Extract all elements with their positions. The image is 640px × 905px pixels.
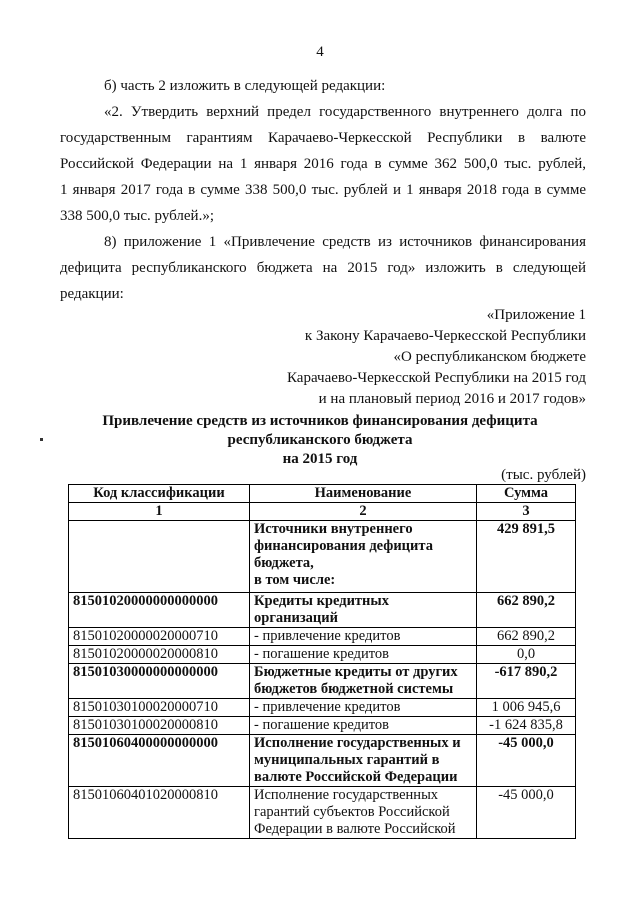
- name-cell: Исполнение государственных гарантий субъектов Российской Федерации в валюте Российской: [250, 787, 477, 839]
- name-cell: Источники внутреннего финансирования дефицита бюджета, в том числе:: [250, 521, 477, 593]
- sum-cell: -45 000,0: [477, 735, 576, 787]
- header-sum: Сумма: [477, 485, 576, 503]
- text-line: 1 января 2017 года в сумме 338 500,0 тыс. рублей и 1 января 2018 года в сумме: [60, 182, 586, 198]
- code-cell: 81501060401020000810: [69, 787, 250, 839]
- code-cell: 81501030100020000710: [69, 699, 250, 717]
- name-cell: Исполнение государственных и муниципальных гарантий в валюте Российской Федерации: [250, 735, 477, 787]
- text-line: редакции:: [60, 286, 124, 302]
- sum-cell: -45 000,0: [477, 787, 576, 839]
- name-cell: - привлечение кредитов: [250, 628, 477, 646]
- sum-cell: 0,0: [477, 646, 576, 664]
- code-cell: 81501030100020000810: [69, 717, 250, 735]
- name-cell: Бюджетные кредиты от других бюджетов бюджетной системы: [250, 664, 477, 699]
- title-line: Привлечение средств из источников финансирования дефицита: [102, 413, 538, 429]
- table-row: [69, 735, 576, 787]
- name-cell: - погашение кредитов: [250, 646, 477, 664]
- code-cell: 81501020000000000000: [69, 593, 250, 628]
- table-row: [69, 521, 576, 593]
- sum-cell: 662 890,2: [477, 628, 576, 646]
- table-header-row: [69, 485, 576, 503]
- col-number: 1: [69, 503, 250, 521]
- name-cell: - привлечение кредитов: [250, 699, 477, 717]
- appendix-line: «Приложение 1: [486, 307, 586, 323]
- code-cell: 81501060400000000000: [69, 735, 250, 787]
- appendix-line: Карачаево-Черкесской Республики на 2015 год: [287, 370, 586, 386]
- sum-cell: 1 006 945,6: [477, 699, 576, 717]
- appendix-line: к Закону Карачаево-Черкесской Республики: [304, 328, 586, 344]
- paragraph-part2-intro: б) часть 2 изложить в следующей редакции:: [104, 78, 386, 94]
- table-row: [69, 628, 576, 646]
- text-line: «2. Утвердить верхний предел государственного внутреннего долга по: [104, 104, 586, 120]
- sum-cell: -617 890,2: [477, 664, 576, 699]
- sum-cell: -1 624 835,8: [477, 717, 576, 735]
- header-code: Код классификации: [69, 485, 250, 503]
- text-line: дефицита республиканского бюджета на 2015 год» изложить в следующей: [60, 260, 586, 276]
- col-number: 2: [250, 503, 477, 521]
- code-cell: [69, 521, 250, 593]
- code-cell: 81501020000020000810: [69, 646, 250, 664]
- table-row: [69, 717, 576, 735]
- text-line: 338 500,0 тыс. рублей.»;: [60, 208, 214, 224]
- table-row: [69, 646, 576, 664]
- table-row: [69, 664, 576, 699]
- col-number: 3: [477, 503, 576, 521]
- table-number-row: [69, 503, 576, 521]
- name-cell: - погашение кредитов: [250, 717, 477, 735]
- sum-cell: 429 891,5: [477, 521, 576, 593]
- name-cell: Кредиты кредитных организаций: [250, 593, 477, 628]
- page-number: 4: [316, 44, 324, 60]
- title-line: республиканского бюджета: [227, 432, 413, 448]
- text-line: государственным гарантиям Карачаево-Черкесской Республики в валюте: [60, 130, 586, 146]
- table-row: [69, 699, 576, 717]
- title-line: на 2015 год: [282, 451, 358, 467]
- appendix-line: и на плановый период 2016 и 2017 годов»: [318, 391, 586, 407]
- sum-cell: 662 890,2: [477, 593, 576, 628]
- appendix-line: «О республиканском бюджете: [393, 349, 586, 365]
- text-line: Российской Федерации на 1 января 2016 года в сумме 362 500,0 тыс. рублей,: [60, 156, 586, 172]
- table-row: [69, 787, 576, 839]
- units-label: (тыс. рублей): [501, 467, 586, 483]
- scan-dot: [40, 438, 43, 441]
- code-cell: 81501020000020000710: [69, 628, 250, 646]
- financing-table: [68, 484, 576, 839]
- header-name: Наименование: [250, 485, 477, 503]
- text-line: 8) приложение 1 «Привлечение средств из источников финансирования: [104, 234, 586, 250]
- code-cell: 81501030000000000000: [69, 664, 250, 699]
- table-row: [69, 593, 576, 628]
